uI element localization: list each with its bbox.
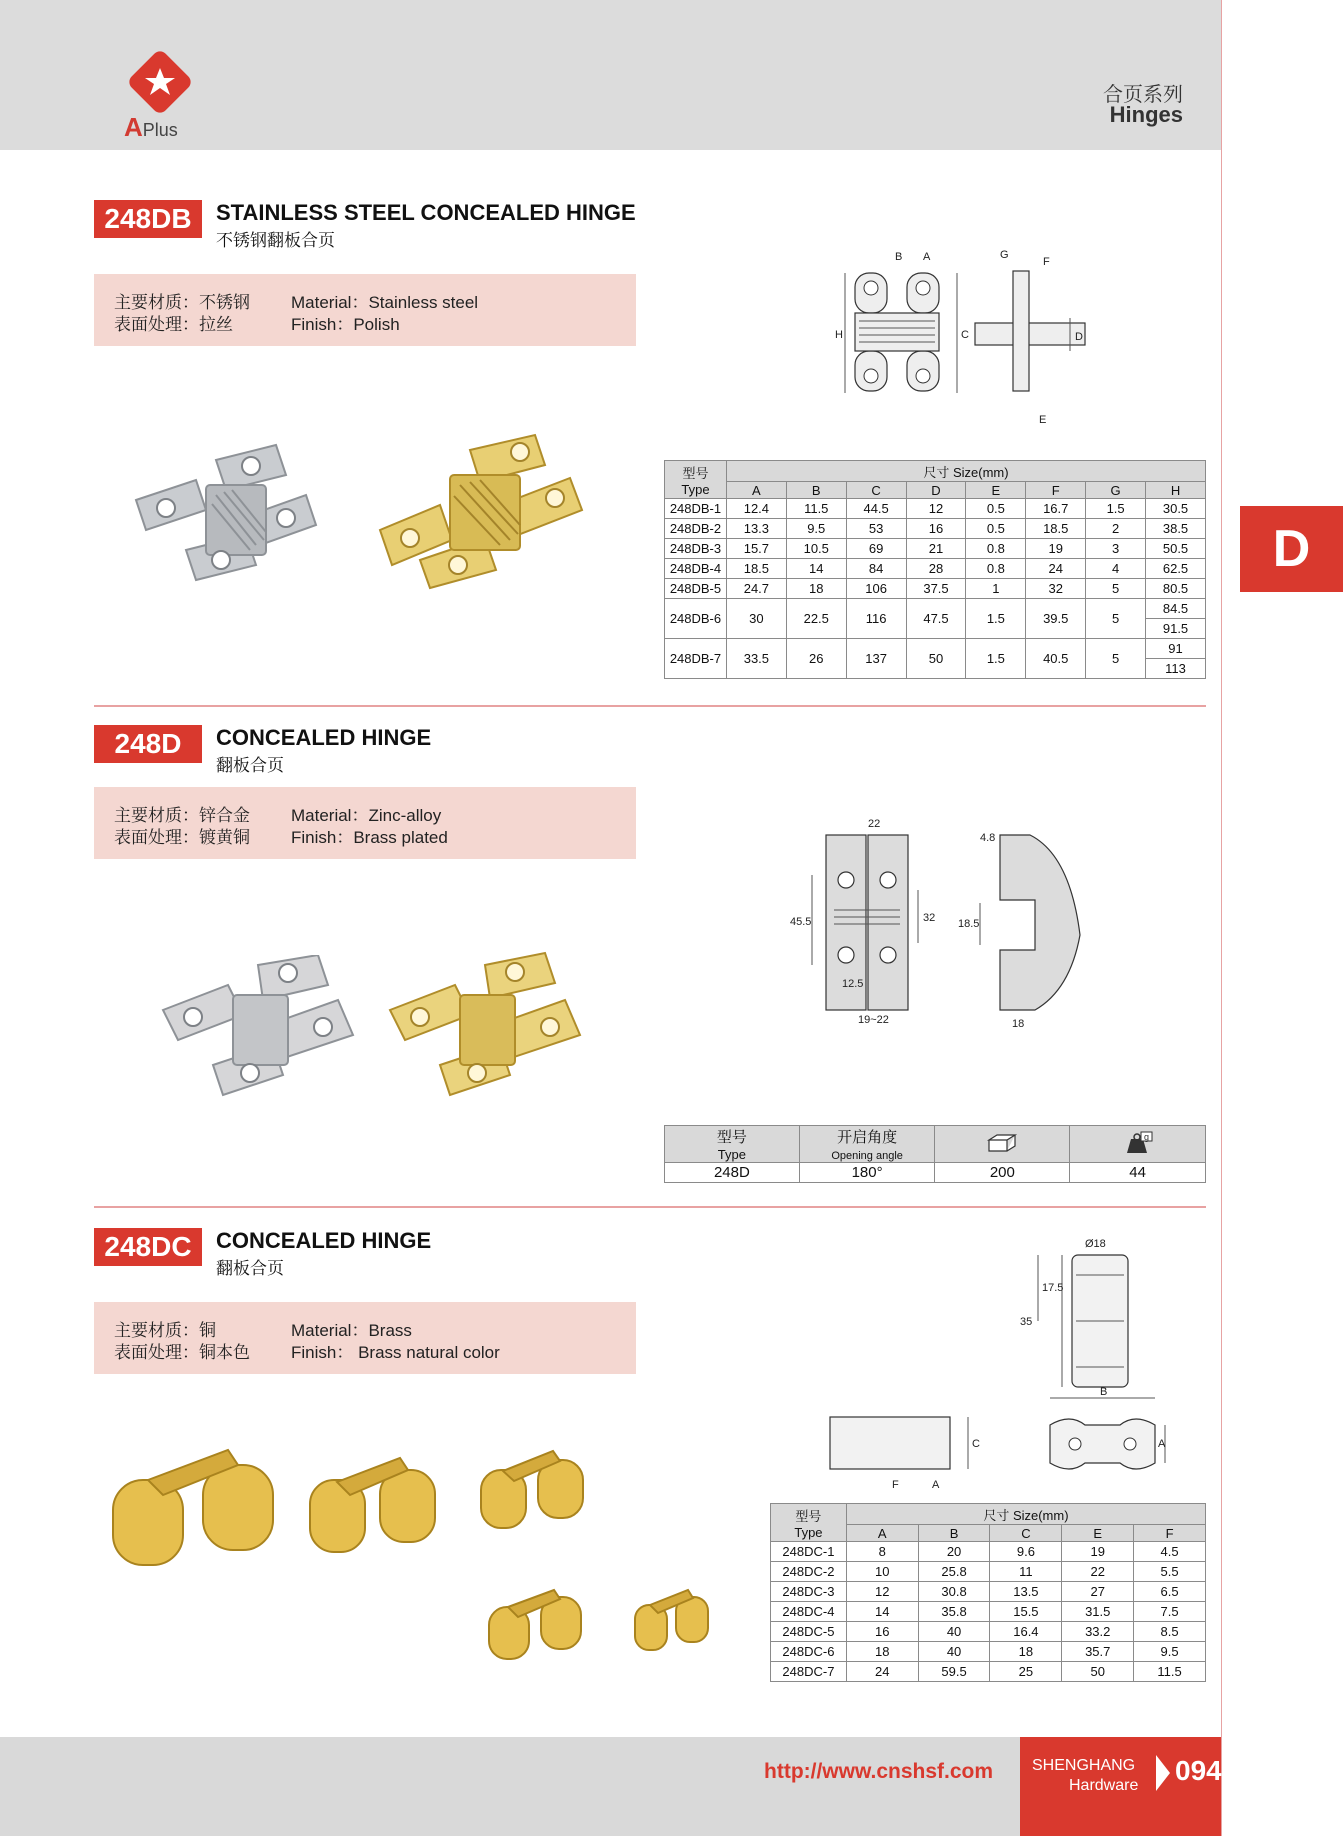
dim-label-a2: A: [932, 1479, 940, 1491]
table-row: 248DC-5 16 40 16.4 33.2 8.5: [771, 1622, 1206, 1642]
table-row: 248DC-4 14 35.8 15.5 31.5 7.5: [771, 1602, 1206, 1622]
arrow-right-icon: [1156, 1755, 1170, 1791]
size-header: 尺寸 Size(mm): [846, 1504, 1205, 1525]
finish-cn: 表面处理：铜本色: [114, 1343, 250, 1362]
angle-header: 开启角度 Opening angle: [799, 1126, 935, 1163]
col-c: C: [846, 482, 906, 499]
material-en: Material：Zinc-alloy: [291, 806, 442, 825]
website-link[interactable]: http://www.cnshsf.com: [764, 1760, 994, 1783]
type-header: 型号 Type: [665, 461, 727, 499]
section-divider: [94, 705, 1206, 707]
hinge-photo-gold: [370, 430, 600, 590]
dim-label-18: 18: [1012, 1018, 1025, 1030]
dim-label-d18: Ø18: [1085, 1238, 1106, 1250]
col-c: C: [990, 1525, 1062, 1542]
finish-en: Finish： Brass natural color: [291, 1343, 500, 1362]
material-en: Material：Stainless steel: [291, 293, 479, 312]
finish-en: Finish：Brass plated: [291, 828, 448, 847]
category-en: Hinges: [1109, 102, 1183, 127]
technical-drawing-248db: [835, 243, 1095, 428]
barrel-hinge-photo-small: [478, 1445, 588, 1535]
col-a: A: [846, 1525, 918, 1542]
hinge-photo-stainless: [126, 440, 346, 590]
table-row: 248DC-7 24 59.5 25 50 11.5: [771, 1662, 1206, 1682]
table-row: 248DB-4 18.5 14 84 28 0.8 24 4 62.5: [665, 559, 1206, 579]
category-cn: 合页系列: [1103, 84, 1183, 106]
hinge-photo-brass: [385, 950, 585, 1105]
product-title: CONCEALED HINGE: [216, 725, 432, 750]
brand-subname: Hardware: [1069, 1777, 1139, 1794]
table-row: 248DB-3 15.7 10.5 69 21 0.8 19 3 50.5: [665, 539, 1206, 559]
table-row: 248DB-1 12.4 11.5 44.5 12 0.5 16.7 1.5 30.5: [665, 499, 1206, 519]
dim-label-45-5: 45.5: [790, 916, 812, 928]
table-row: 248DB-7 33.5 26 137 50 1.5 40.5 5 91: [665, 639, 1206, 659]
table-row: 248DB-5 24.7 18 106 37.5 1 32 5 80.5: [665, 579, 1206, 599]
dim-label-35: 35: [1020, 1316, 1033, 1328]
col-f: F: [1134, 1525, 1206, 1542]
table-row: 248DC-2 10 25.8 11 22 5.5: [771, 1562, 1206, 1582]
page-number: 094: [1175, 1755, 1222, 1786]
col-g: G: [1086, 482, 1146, 499]
box-icon: [935, 1126, 1070, 1163]
technical-drawing-248d: [790, 815, 1110, 1030]
dim-label-12-5: 12.5: [842, 978, 864, 990]
finish-en: Finish：Polish: [291, 315, 400, 334]
col-d: D: [906, 482, 966, 499]
table-row: 113: [665, 659, 1206, 679]
product-subtitle: 翻板合页: [216, 1259, 284, 1278]
dim-label-a: A: [923, 251, 931, 263]
right-margin-rule: [1221, 0, 1222, 1836]
hinge-photo-nickel: [158, 955, 358, 1105]
material-cn: 主要材质：不锈钢: [114, 293, 250, 312]
table-row: 248D 180° 200 44: [665, 1163, 1206, 1183]
dim-label-18-5: 18.5: [958, 918, 980, 930]
table-row: 248DC-3 12 30.8 13.5 27 6.5: [771, 1582, 1206, 1602]
spec-box: [94, 787, 636, 859]
dim-label-d: D: [1075, 331, 1083, 343]
product-code: 248DB: [94, 200, 202, 238]
brand-name: SHENGHANG: [1032, 1757, 1136, 1774]
spec-box: [94, 1302, 636, 1374]
col-b: B: [918, 1525, 990, 1542]
size-header: 尺寸 Size(mm): [726, 461, 1205, 482]
type-header: 型号 Type: [665, 1126, 800, 1163]
section-tab-d[interactable]: D: [1240, 506, 1343, 592]
material-cn: 主要材质：锌合金: [114, 806, 250, 825]
material-cn: 主要材质：铜: [114, 1321, 216, 1340]
dim-label-4-8: 4.8: [980, 832, 996, 844]
finish-cn: 表面处理：拉丝: [114, 315, 233, 334]
product-subtitle: 不锈钢翻板合页: [216, 231, 335, 250]
col-b: B: [786, 482, 846, 499]
dim-label-e: E: [1039, 414, 1047, 426]
type-header: 型号 Type: [771, 1504, 847, 1542]
col-e: E: [966, 482, 1026, 499]
spec-box: [94, 274, 636, 346]
dim-label-f: F: [1043, 256, 1050, 268]
dim-label-g: G: [1000, 249, 1009, 261]
col-e: E: [1062, 1525, 1134, 1542]
finish-cn: 表面处理：镀黄铜: [114, 828, 250, 847]
table-row: 248DB-6 30 22.5 116 47.5 1.5 39.5 5 84.5: [665, 599, 1206, 619]
barrel-hinge-photo-medium: [305, 1450, 445, 1560]
spec-table-248d: [664, 1125, 1206, 1183]
dim-label-b: B: [1100, 1386, 1108, 1398]
dim-label-c: C: [972, 1438, 980, 1450]
weight-icon: [1070, 1126, 1206, 1163]
col-a: A: [726, 482, 786, 499]
product-code: 248D: [94, 725, 202, 763]
spec-table-248db: [664, 460, 1206, 679]
table-row: 248DB-2 13.3 9.5 53 16 0.5 18.5 2 38.5: [665, 519, 1206, 539]
product-code: 248DC: [94, 1228, 202, 1266]
dim-label-b: B: [895, 251, 903, 263]
table-row: 248DC-6 18 40 18 35.7 9.5: [771, 1642, 1206, 1662]
dim-label-f: F: [892, 1479, 899, 1491]
dim-label-22: 22: [868, 818, 881, 830]
dim-label-c: C: [961, 329, 969, 341]
col-h: H: [1146, 482, 1206, 499]
dim-label-h: H: [835, 329, 843, 341]
barrel-hinge-photo-xsmall: [486, 1585, 586, 1665]
table-row: 91.5: [665, 619, 1206, 639]
barrel-hinge-photo-mini: [632, 1585, 712, 1655]
col-f: F: [1026, 482, 1086, 499]
logo-wordmark: APlus: [124, 112, 178, 142]
material-en: Material：Brass: [291, 1321, 412, 1340]
table-row: 248DC-1 8 20 9.6 19 4.5: [771, 1542, 1206, 1562]
dim-label-32: 32: [923, 912, 936, 924]
dim-label-17-5: 17.5: [1042, 1282, 1064, 1294]
section-divider: [94, 1206, 1206, 1208]
technical-drawing-248dc: [820, 1235, 1180, 1495]
svg-text:g: g: [1143, 1131, 1149, 1142]
product-title: CONCEALED HINGE: [216, 1228, 432, 1253]
barrel-hinge-photo-large: [108, 1440, 288, 1570]
page-footer-block: [1020, 1737, 1221, 1836]
product-title: STAINLESS STEEL CONCEALED HINGE: [216, 200, 636, 225]
dim-label-a: A: [1158, 1438, 1166, 1450]
dim-label-19-22: 19~22: [858, 1014, 889, 1026]
spec-table-248dc: [770, 1503, 1206, 1682]
product-subtitle: 翻板合页: [216, 756, 284, 775]
